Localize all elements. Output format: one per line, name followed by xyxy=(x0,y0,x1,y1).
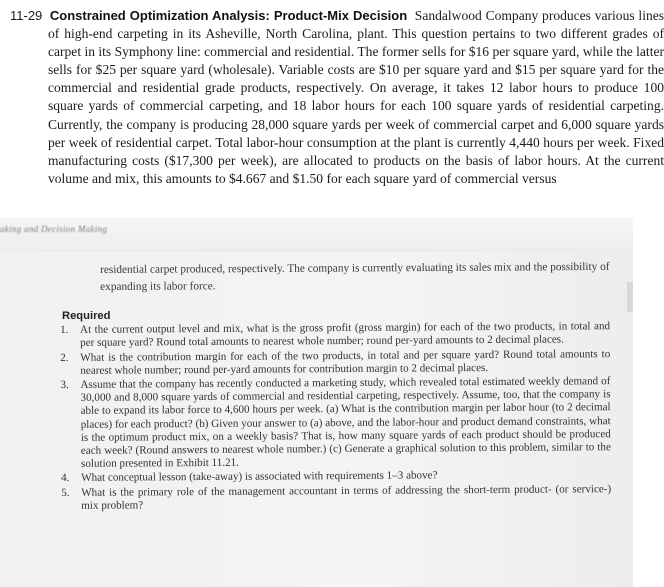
page-break-strip xyxy=(0,218,633,252)
required-item-text: What conceptual lesson (take-away) is associated with requirements 1–3 above? xyxy=(81,469,438,485)
problem-paragraph xyxy=(10,7,664,188)
problem-title: Constrained Optimization Analysis: Product-Mix Decision xyxy=(49,8,408,23)
required-item-number: 4. xyxy=(61,472,70,485)
required-item-number: 2. xyxy=(60,351,69,364)
problem-number: 11-29 xyxy=(10,8,43,23)
page-edge-shadow xyxy=(627,282,633,312)
required-list xyxy=(60,320,611,514)
problem-lower-section xyxy=(0,252,633,587)
required-heading: Required xyxy=(62,310,111,322)
required-item-number: 5. xyxy=(61,486,70,499)
problem-text: Sandalwood Company produces various lines of high-end carpeting in its Asheville, North Carolina, plant. This question pertains to two different grades of carpet in its Symphony line: commercial and residential. The former sells for $16 per square yard, while the latter sells for $25 per square yard (wholesale). Variable costs are $10 per square yard and $15 per square yard for the commercial and residential grade products, respectively. On average, it takes 12 labor hours to produce 100 square yards of commercial carpeting, and 18 labor hours for each 100 square yards of residential carpeting. Currently, the company is producing 28,000 square yards per week of commercial carpet and 6,000 square yards per week of residential carpet. Total labor-hour consumption at the plant is currently 4,440 hours per week. Fixed manufacturing costs ($17,300 per week), are allocated to products on the basis of labor hours. At the current volume and mix, this amounts to $4.667 and $1.50 for each square yard of commercial versus xyxy=(48,8,664,186)
required-item-text: Assume that the company has recently conducted a marketing study, which revealed total estimated weekly demand of 30,000 and 8,000 square yards of commercial and residential carpeting, respectively. Assume, too, that the company is able to expand its labor force to 4,600 hours per week. (a) What is the contribution margin per labor hour (to 2 decimal places) for each product? (b) Given your answer to (a) above, and the labor-hour and product demand constraints, what is the optimum product mix, on a weekly basis? That is, how many square yards of each product should be produced each week? (Round answers to nearest whole number.) (c) Generate a graphical solution to this problem, similar to the solution presented in Exhibit 11.21. xyxy=(80,375,611,470)
problem-upper-section xyxy=(0,0,664,218)
required-item-number: 1. xyxy=(60,323,69,336)
required-item-5 xyxy=(61,483,611,513)
required-item-text: What is the contribution margin for each of the two products, in total and per square yard? Round total amounts to nearest whole number; round per-yard amounts for contribution margin to 2 decimal places. xyxy=(80,347,611,377)
running-head: aking and Decision Making xyxy=(0,224,108,234)
required-item-3 xyxy=(60,376,611,471)
required-item-2 xyxy=(60,348,610,378)
problem-continuation: residential carpet produced, respectively. The company is currently evaluating its sales mix and the possibility of expanding its labor force. xyxy=(100,260,610,293)
required-item-number: 3. xyxy=(60,379,69,392)
required-item-1 xyxy=(60,320,610,350)
required-item-text: What is the primary role of the management accountant in terms of addressing the short-term product- (or service-) mix problem? xyxy=(81,483,612,512)
required-item-text: At the current output level and mix, what is the gross profit (gross margin) for each of the two products, in total and per square yard? Round total amounts to nearest whole number; round per-yard amounts to 2 decimal places. xyxy=(79,320,611,349)
